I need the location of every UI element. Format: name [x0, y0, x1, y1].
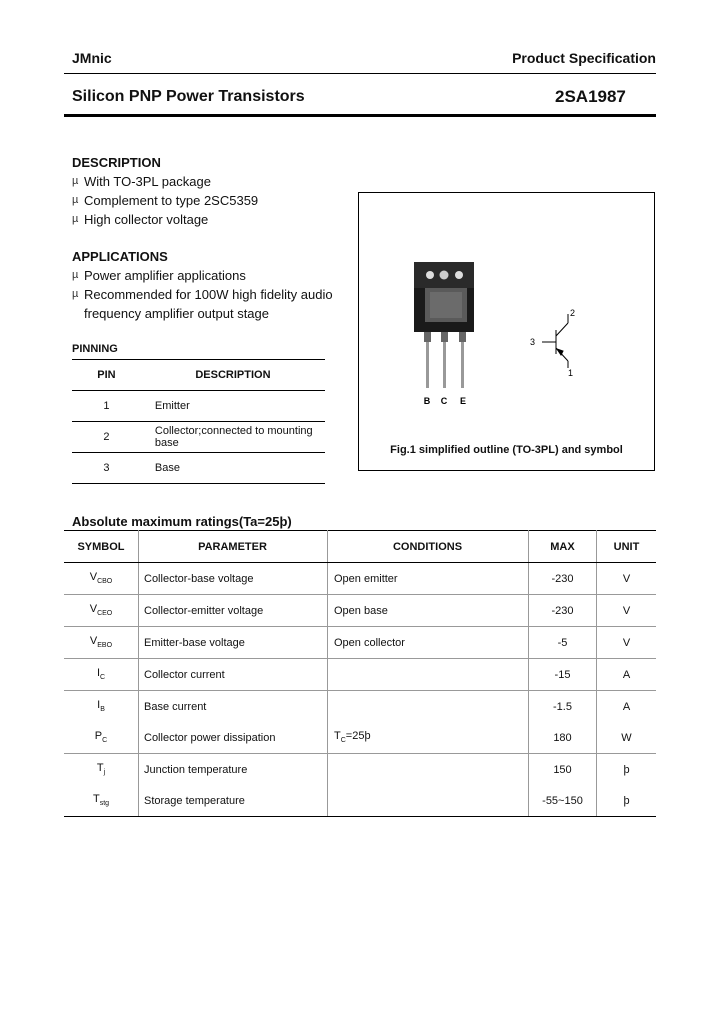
symbol-cell: [64, 563, 139, 595]
symbol-letter: T: [92, 793, 100, 806]
list-item: [72, 266, 342, 285]
table-row: [64, 722, 656, 754]
symbol-letter: P: [94, 730, 103, 743]
unit-cell: þ: [597, 785, 657, 817]
col-header-max: MAX: [529, 531, 597, 563]
symbol-cell: [64, 785, 139, 817]
pin-description: Emitter: [154, 400, 190, 412]
description-heading: DESCRIPTION: [72, 155, 161, 170]
applications-heading: APPLICATIONS: [72, 249, 168, 264]
table-row: [72, 453, 325, 484]
bullet-mark: µ: [72, 269, 79, 281]
max-cell: -5: [529, 627, 597, 659]
symbol-subscript: j: [103, 769, 106, 777]
table-row: [72, 422, 325, 453]
table-header-row: [72, 360, 325, 391]
parameter-cell: Emitter-base voltage: [139, 627, 328, 659]
max-cell: -15: [529, 659, 597, 691]
unit-cell: þ: [597, 754, 657, 786]
symbol-letter: V: [89, 635, 98, 648]
title-rule: [64, 114, 656, 117]
lead-label-e: E: [459, 396, 467, 406]
list-item-text: Recommended for 100W high fidelity audio frequency amplifier output stage: [84, 287, 333, 321]
table-row: [64, 563, 656, 595]
list-item: [72, 210, 258, 229]
unit-cell: V: [622, 572, 631, 585]
symbol-subscript: B: [100, 706, 105, 714]
table-row: [64, 785, 656, 817]
pnp-transistor-symbol: [542, 314, 568, 368]
parameter-cell: Base current: [139, 691, 328, 723]
figure-caption: Fig.1 simplified outline (TO-3PL) and symbol: [390, 444, 623, 456]
list-item-text: With TO-3PL package: [84, 174, 211, 189]
pin-number: 2: [103, 431, 110, 443]
pinning-table: [72, 359, 325, 484]
symbol-pin-3: 3: [530, 337, 536, 347]
conditions-cell: Open base: [328, 595, 529, 627]
list-item-text: Power amplifier applications: [84, 268, 246, 283]
max-cell: -1.5: [529, 691, 597, 723]
description-list: [72, 172, 258, 229]
symbol-subscript: CBO: [97, 578, 113, 586]
symbol-subscript: C: [102, 737, 108, 745]
table-row: [64, 627, 656, 659]
bullet-mark: µ: [72, 288, 79, 300]
pin-description: Collector;connected to mounting base: [154, 425, 313, 449]
symbol-letter: I: [97, 699, 101, 712]
symbol-pin-1: 1: [568, 368, 574, 378]
part-number: 2SA1987: [555, 87, 626, 106]
pinning-heading: PINNING: [72, 343, 118, 355]
table-row: [64, 691, 656, 723]
pin-number: 1: [103, 400, 110, 412]
symbol-subscript: EBO: [97, 642, 113, 650]
conditions-cell: [328, 691, 529, 723]
company-name: JMnic: [72, 50, 112, 66]
symbol-letter: I: [96, 667, 100, 680]
ratings-heading: Absolute maximum ratings(Ta=25þ): [72, 514, 292, 529]
bullet-mark: µ: [72, 194, 79, 206]
symbol-subscript: CEO: [97, 610, 113, 618]
doc-type: Product Specification: [512, 50, 656, 66]
max-cell: -55~150: [529, 785, 597, 817]
list-item: [72, 191, 258, 210]
max-cell: -230: [529, 563, 597, 595]
header-rule: [64, 73, 656, 74]
symbol-cell: [64, 627, 139, 659]
table-header-row: [64, 531, 656, 563]
symbol-letter: V: [89, 571, 98, 584]
unit-cell: A: [597, 691, 657, 723]
col-header-conditions: CONDITIONS: [328, 531, 529, 563]
list-item: [72, 172, 258, 191]
product-title: Silicon PNP Power Transistors: [72, 88, 305, 105]
bullet-mark: µ: [72, 213, 79, 225]
parameter-cell: Collector-emitter voltage: [139, 595, 328, 627]
parameter-cell: Collector-base voltage: [139, 563, 328, 595]
conditions-cell: [328, 659, 529, 691]
symbol-cell: [64, 659, 139, 691]
symbol-letter: V: [89, 603, 98, 616]
conditions-cell: Open collector: [328, 627, 529, 659]
symbol-cell: [64, 722, 139, 754]
table-row: [64, 754, 656, 786]
max-cell: -230: [529, 595, 597, 627]
unit-cell: V: [597, 595, 657, 627]
lead-label-c: C: [440, 396, 448, 406]
unit-cell: W: [621, 731, 632, 744]
symbol-pin-2: 2: [570, 308, 576, 318]
list-item-text: High collector voltage: [84, 212, 209, 227]
conditions-cell: [328, 722, 529, 754]
parameter-cell: Collector power dissipation: [139, 722, 328, 754]
pin-description: Base: [154, 462, 180, 474]
max-cell: 180: [529, 722, 597, 754]
unit-cell: V: [597, 627, 657, 659]
pin-number: 3: [103, 462, 110, 474]
symbol-letter: T: [96, 762, 104, 775]
parameter-cell: Collector current: [139, 659, 328, 691]
col-header-description: DESCRIPTION: [195, 369, 271, 381]
table-row: [72, 391, 325, 422]
col-header-pin: PIN: [97, 369, 116, 381]
list-item: [72, 285, 342, 323]
transistor-package-image: [414, 262, 474, 388]
col-header-parameter: PARAMETER: [139, 531, 328, 563]
symbol-cell: [64, 691, 139, 723]
symbol-subscript: C: [100, 674, 106, 682]
condition-letter: T: [334, 730, 341, 743]
package-outline-figure: [358, 192, 655, 432]
symbol-subscript: stg: [99, 800, 110, 808]
condition-subscript: C: [340, 737, 346, 745]
conditions-cell: [328, 754, 529, 786]
ratings-table: [64, 530, 656, 817]
parameter-cell: Storage temperature: [139, 785, 328, 817]
col-header-symbol: SYMBOL: [64, 531, 139, 563]
col-header-unit: UNIT: [597, 531, 657, 563]
bullet-mark: µ: [72, 175, 79, 187]
symbol-cell: [64, 754, 139, 786]
table-row: [64, 659, 656, 691]
conditions-cell: Open emitter: [328, 563, 529, 595]
applications-list: [72, 266, 342, 323]
symbol-cell: [64, 595, 139, 627]
unit-cell: A: [597, 659, 657, 691]
list-item-text: Complement to type 2SC5359: [84, 193, 259, 208]
max-cell: 150: [529, 754, 597, 786]
condition-tail: =25þ: [345, 730, 371, 743]
table-row: [64, 595, 656, 627]
parameter-cell: Junction temperature: [139, 754, 328, 786]
conditions-cell: [328, 785, 529, 817]
lead-label-b: B: [423, 396, 431, 406]
